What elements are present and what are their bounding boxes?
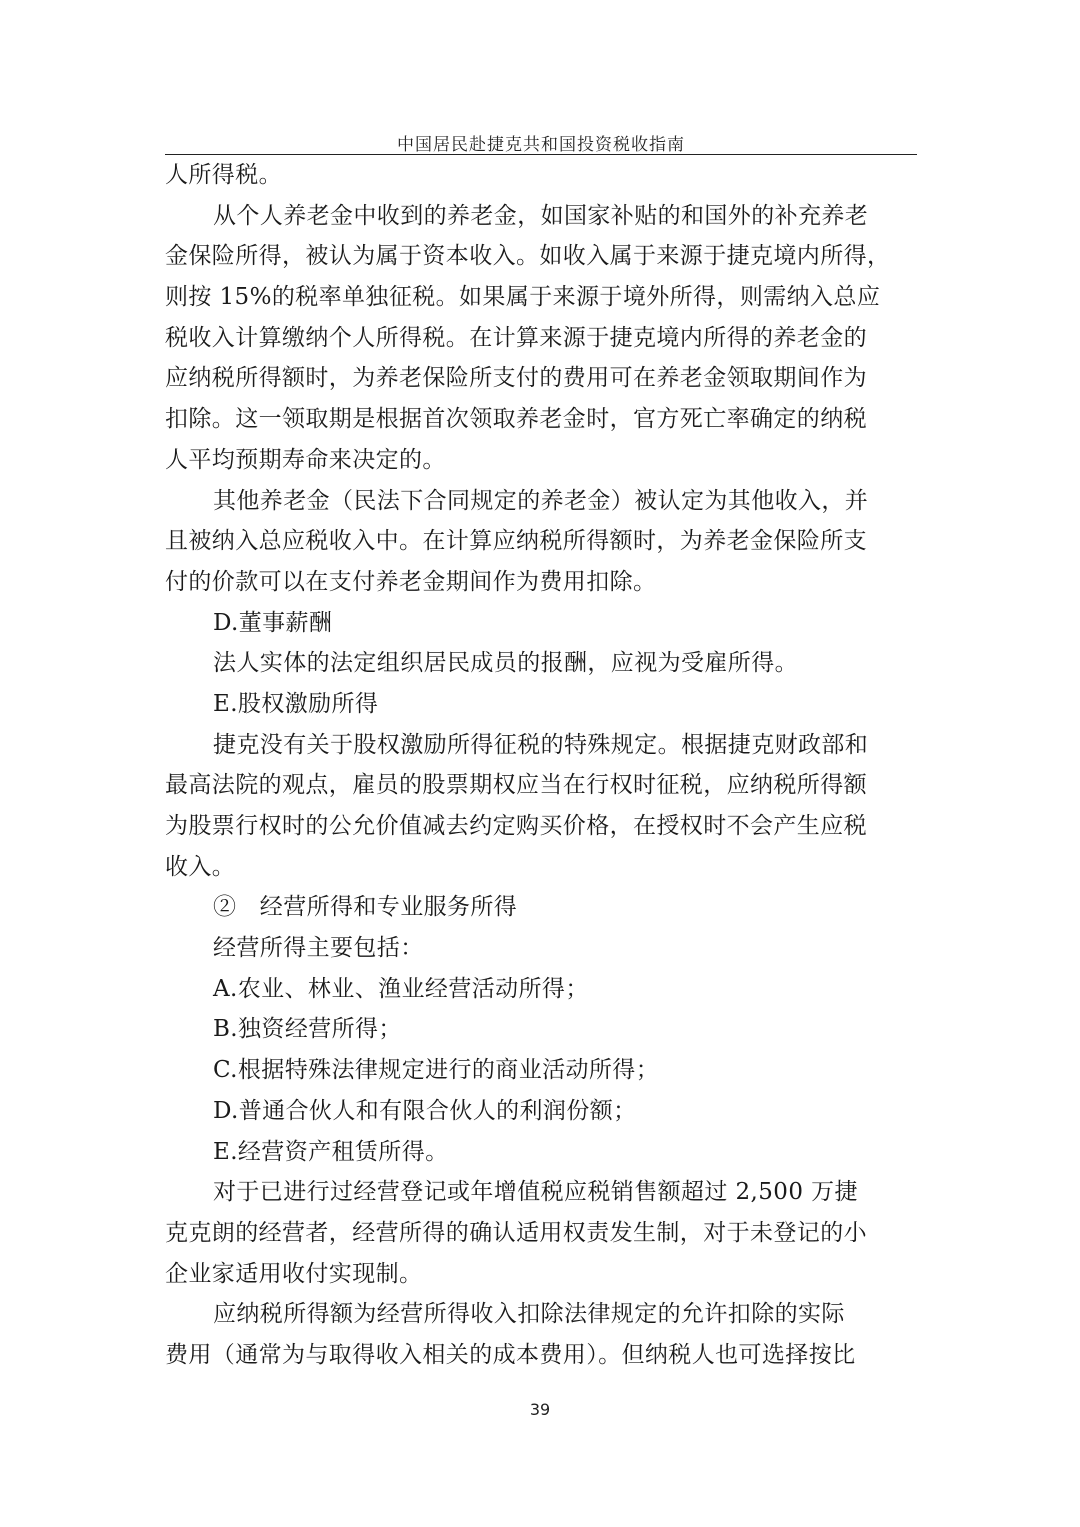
text-line: 收入。 <box>165 853 236 880</box>
text-line: 从个人养老金中收到的养老金，如国家补贴的和国外的补充养老 <box>213 202 869 229</box>
text-line: 人所得税。 <box>165 162 282 188</box>
text-line: 为股票行权时的公允价值减去约定购买价格，在授权时不会产生应税 <box>165 813 867 839</box>
text-line: E.经营资产租赁所得。 <box>213 1138 449 1165</box>
text-line: A.农业、林业、渔业经营活动所得； <box>213 975 589 1002</box>
text-line: 对于已进行过经营登记或年增值税应税销售额超过 2,500 万捷 <box>213 1179 858 1206</box>
text-line: D.董事薪酬 <box>213 609 333 636</box>
text-line: 应纳税所得额时，为养老保险所支付的费用可在养老金领取期间作为 <box>165 365 867 392</box>
text-line: 金保险所得，被认为属于资本收入。如收入属于来源于捷克境内所得， <box>165 243 891 270</box>
text-line: C.根据特殊法律规定进行的商业活动所得； <box>213 1057 660 1084</box>
text-line: 人平均预期寿命来决定的。 <box>165 446 446 473</box>
text-line: D.普通合伙人和有限合伙人的利润份额； <box>213 1097 637 1124</box>
text-line: 捷克没有关于股权激励所得征税的特殊规定。根据捷克财政部和 <box>213 731 869 758</box>
text-line: E.股权激励所得 <box>213 690 379 717</box>
page-number: 39 <box>529 1400 551 1419</box>
text-line: 最高法院的观点，雇员的股票期权应当在行权时征税，应纳税所得额 <box>165 772 867 799</box>
text-line: 则按 15%的税率单独征税。如果属于来源于境外所得，则需纳入总应 <box>165 284 881 311</box>
text-line: 其他养老金（民法下合同规定的养老金）被认定为其他收入，并 <box>213 487 869 514</box>
text-line: ② 经营所得和专业服务所得 <box>213 894 518 921</box>
text-line: 克克朗的经营者，经营所得的确认适用权责发生制，对于未登记的小 <box>165 1219 867 1246</box>
text-line: 且被纳入总应税收入中。在计算应纳税所得额时，为养老金保险所支 <box>165 528 867 555</box>
text-line: 法人实体的法定组织居民成员的报酬，应视为受雇所得。 <box>213 650 798 677</box>
text-line: 经营所得主要包括： <box>213 935 424 962</box>
text-line: 企业家适用收付实现制。 <box>165 1260 423 1287</box>
text-line: B.独资经营所得； <box>213 1016 402 1043</box>
text-line: 应纳税所得额为经营所得收入扣除法律规定的允许扣除的实际 <box>213 1301 845 1328</box>
text-line: 税收入计算缴纳个人所得税。在计算来源于捷克境内所得的养老金的 <box>165 324 867 351</box>
text-line: 扣除。这一领取期是根据首次领取养老金时，官方死亡率确定的纳税 <box>165 406 867 433</box>
body-text <box>165 155 917 1376</box>
running-header: 中国居民赴捷克共和国投资税收指南 <box>397 135 685 155</box>
text-line: 付的价款可以在支付养老金期间作为费用扣除。 <box>165 568 657 595</box>
text-line: 费用（通常为与取得收入相关的成本费用）。但纳税人也可选择按比 <box>165 1341 856 1368</box>
